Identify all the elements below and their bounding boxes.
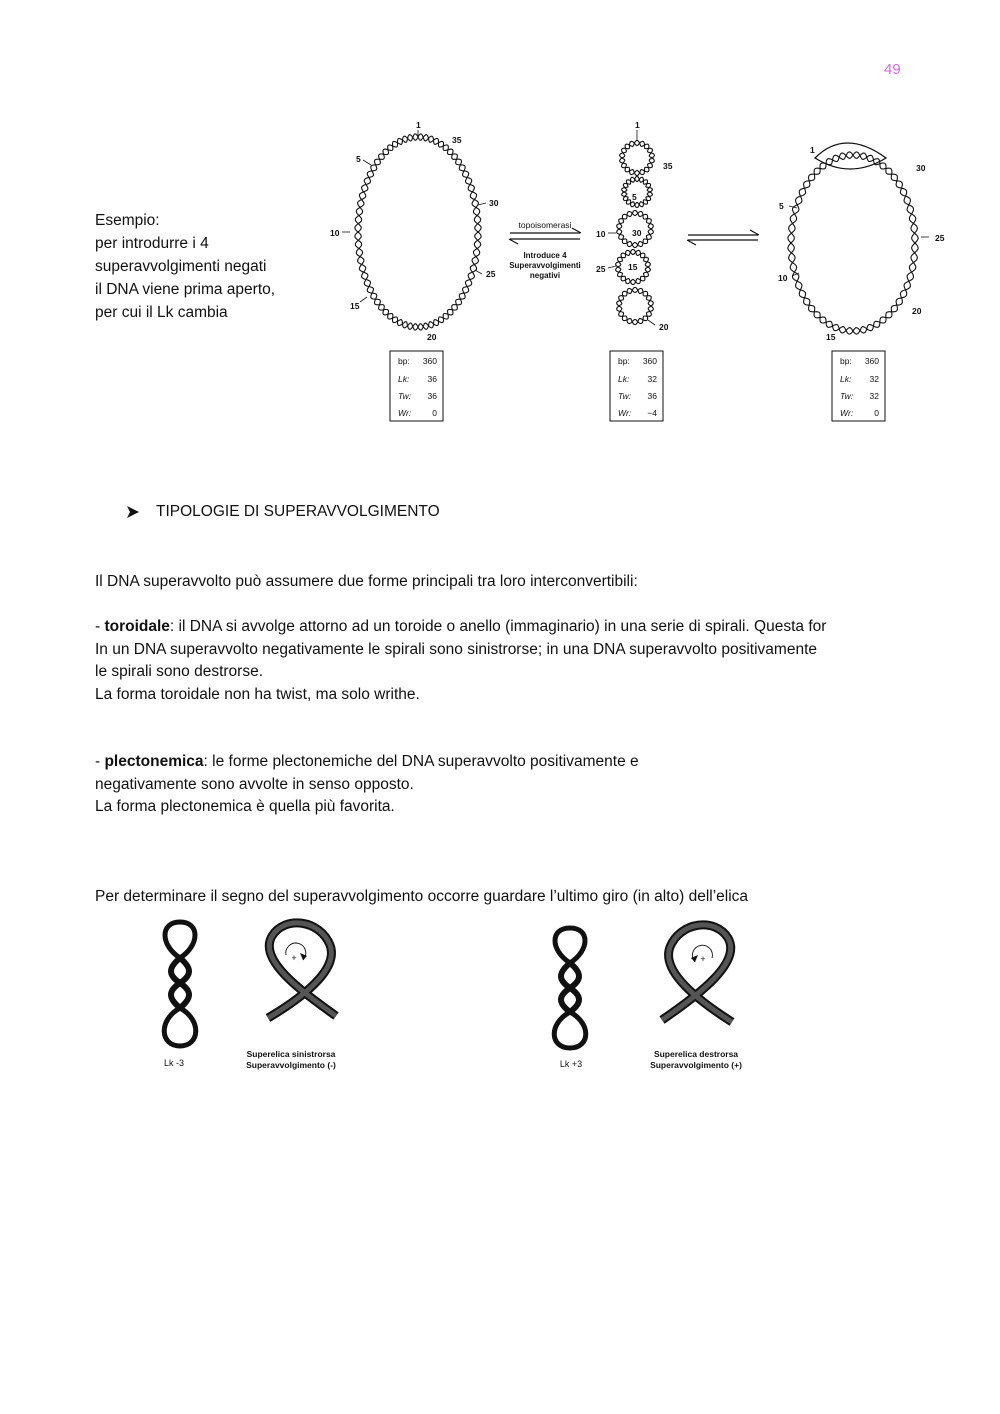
table-value: −4 — [647, 408, 657, 418]
rotation-arrow-icon — [286, 943, 306, 960]
parameter-table-2 — [610, 351, 663, 421]
marker: 35 — [452, 135, 462, 145]
example-line: Esempio: — [95, 212, 160, 229]
plectonemic-line: negativamente sono avvolte in senso opposto. — [95, 775, 414, 793]
parameter-table-3 — [832, 351, 885, 421]
table-key: Lk: — [618, 374, 630, 384]
table-key: bp: — [398, 356, 410, 366]
toroidal-line: La forma toroidale non ha twist, ma solo writhe. — [95, 685, 420, 703]
marker: 10 — [596, 229, 606, 239]
relaxed-dna-ring — [355, 134, 481, 330]
table-value: 360 — [864, 356, 879, 366]
example-line: superavvolgimenti negati — [95, 258, 267, 275]
marker: 25 — [596, 264, 606, 274]
plus-sign: + — [291, 953, 297, 963]
example-line: per cui il Lk cambia — [95, 304, 228, 321]
note-line: Superavvolgimenti — [509, 261, 581, 270]
table-key: Wr: — [840, 408, 854, 418]
left-lk-label: Lk -3 — [163, 1058, 185, 1068]
table-value: 32 — [647, 374, 657, 384]
marker: 5 — [356, 154, 361, 164]
dna-strand — [788, 152, 918, 334]
toroidal-line-rest: : il DNA si avvolge attorno ad un toroide o anello (immaginario) in una serie di spirali. Questa for — [169, 618, 827, 635]
table-key: bp: — [618, 356, 630, 366]
dna-strand — [355, 134, 481, 330]
dna-strand — [355, 134, 481, 330]
toroidal-line: In un DNA superavvolto negativamente le spirali sono sinistrorse; in una DNA superavvolto positivamente — [95, 640, 817, 658]
left-handed-superhelix-ribbon — [268, 923, 336, 1018]
toroidal-line: le spirali sono destrorse. — [95, 663, 263, 680]
rotation-arrow-head — [300, 953, 307, 960]
marker: 25 — [935, 233, 945, 243]
right-handed-superhelix-ribbon — [662, 925, 732, 1022]
marker: 30 — [632, 228, 642, 238]
table-key: Lk: — [398, 374, 410, 384]
marker: 25 — [486, 269, 496, 279]
marker: 1 — [416, 120, 421, 130]
table-value: 0 — [874, 408, 879, 418]
ring1-marker-ticks — [342, 130, 486, 302]
caption-line: Superavvolgimento (+) — [650, 1060, 742, 1070]
ring3-markers — [778, 145, 945, 342]
table-value: 360 — [422, 356, 437, 366]
intro-paragraph — [95, 571, 915, 594]
plectonemic-paragraph — [95, 751, 915, 819]
marker: 1 — [635, 120, 640, 130]
caption-line: Superelica destrorsa — [653, 1049, 739, 1059]
ring2-markers — [596, 120, 673, 332]
marker: 30 — [916, 163, 926, 173]
note-line: negativi — [529, 271, 561, 280]
table-value: 36 — [427, 374, 437, 384]
figure-eight-right — [554, 928, 586, 1048]
marker: 5 — [779, 201, 784, 211]
table-value: 32 — [869, 374, 879, 384]
table-key: Lk: — [840, 374, 852, 384]
dna-strand — [788, 152, 918, 334]
marker: 15 — [350, 301, 360, 311]
table-key: Wr: — [618, 408, 632, 418]
table-key: Tw: — [618, 391, 632, 401]
marker: 20 — [912, 306, 922, 316]
topoisomerase-label: topoisomerasi — [518, 220, 572, 230]
toroidal-line — [95, 616, 915, 639]
toroidal-prefix: - — [95, 618, 105, 635]
table-value: 36 — [647, 391, 657, 401]
reversible-reaction-arrows — [509, 228, 581, 244]
table-key: Wr: — [398, 408, 412, 418]
caption-line: Superelica sinistrorsa — [246, 1049, 336, 1059]
note-line: Introduce 4 — [523, 251, 567, 260]
marker: 1 — [810, 145, 815, 155]
marker: 35 — [663, 161, 673, 171]
toroidal-term: toroidale — [104, 618, 170, 635]
marker: 10 — [330, 228, 340, 238]
marker: 15 — [826, 332, 836, 342]
sign-rule-text: Per determinare il segno del superavvolgimento occorre guardare l’ultimo giro (in alto) dell’elica — [95, 888, 749, 905]
plectonemic-term: plectonemica — [104, 753, 204, 770]
intro-text: Il DNA superavvolto può assumere due forme principali tra loro interconvertibili: — [95, 573, 638, 590]
plectonemic-line-rest: : le forme plectonemiche del DNA superavvolto positivamente e — [203, 753, 639, 770]
equilibrium-arrows — [687, 230, 759, 245]
marker: 20 — [427, 332, 437, 342]
right-lk-label: Lk +3 — [559, 1059, 583, 1069]
marker: 30 — [489, 198, 499, 208]
example-line: per introdurre i 4 — [95, 235, 209, 252]
sign-rule-paragraph — [95, 886, 915, 909]
plectonemic-line — [95, 751, 915, 774]
opened-dna-ring — [788, 143, 918, 334]
plus-sign: + — [700, 954, 706, 964]
marker: 15 — [628, 262, 638, 272]
table-value: 0 — [432, 408, 437, 418]
plectonemic-prefix: - — [95, 753, 105, 770]
arrow-bullet-icon — [126, 505, 140, 519]
table-key: Tw: — [840, 391, 854, 401]
table-key: Tw: — [398, 391, 412, 401]
table-key: bp: — [840, 356, 852, 366]
section-title: TIPOLOGIE DI SUPERAVVOLGIMENTO — [156, 503, 440, 520]
rotation-arrow-head — [691, 955, 698, 962]
caption-line: Superavvolgimento (-) — [246, 1060, 336, 1070]
marker: 10 — [778, 273, 788, 283]
right-caption — [650, 1049, 742, 1070]
plectonemic-line: La forma plectonemica è quella più favorita. — [95, 798, 395, 815]
marker: 5 — [632, 192, 637, 202]
marker: 20 — [659, 322, 669, 332]
supercoiling-figure — [0, 0, 1000, 440]
ring1-markers — [330, 120, 499, 342]
table-value: 36 — [427, 391, 437, 401]
page-number: 49 — [884, 61, 901, 78]
left-caption — [246, 1049, 336, 1070]
parameter-table-1 — [390, 351, 443, 421]
example-line: il DNA viene prima aperto, — [95, 281, 276, 298]
rotation-arrow-icon — [692, 945, 712, 962]
section-heading — [126, 503, 440, 521]
ring3-marker-ticks — [789, 206, 929, 276]
table-value: 360 — [642, 356, 657, 366]
reaction-note — [509, 251, 581, 280]
table-value: 32 — [869, 391, 879, 401]
toroidal-paragraph — [95, 616, 915, 706]
figure-eight-left — [164, 922, 196, 1046]
